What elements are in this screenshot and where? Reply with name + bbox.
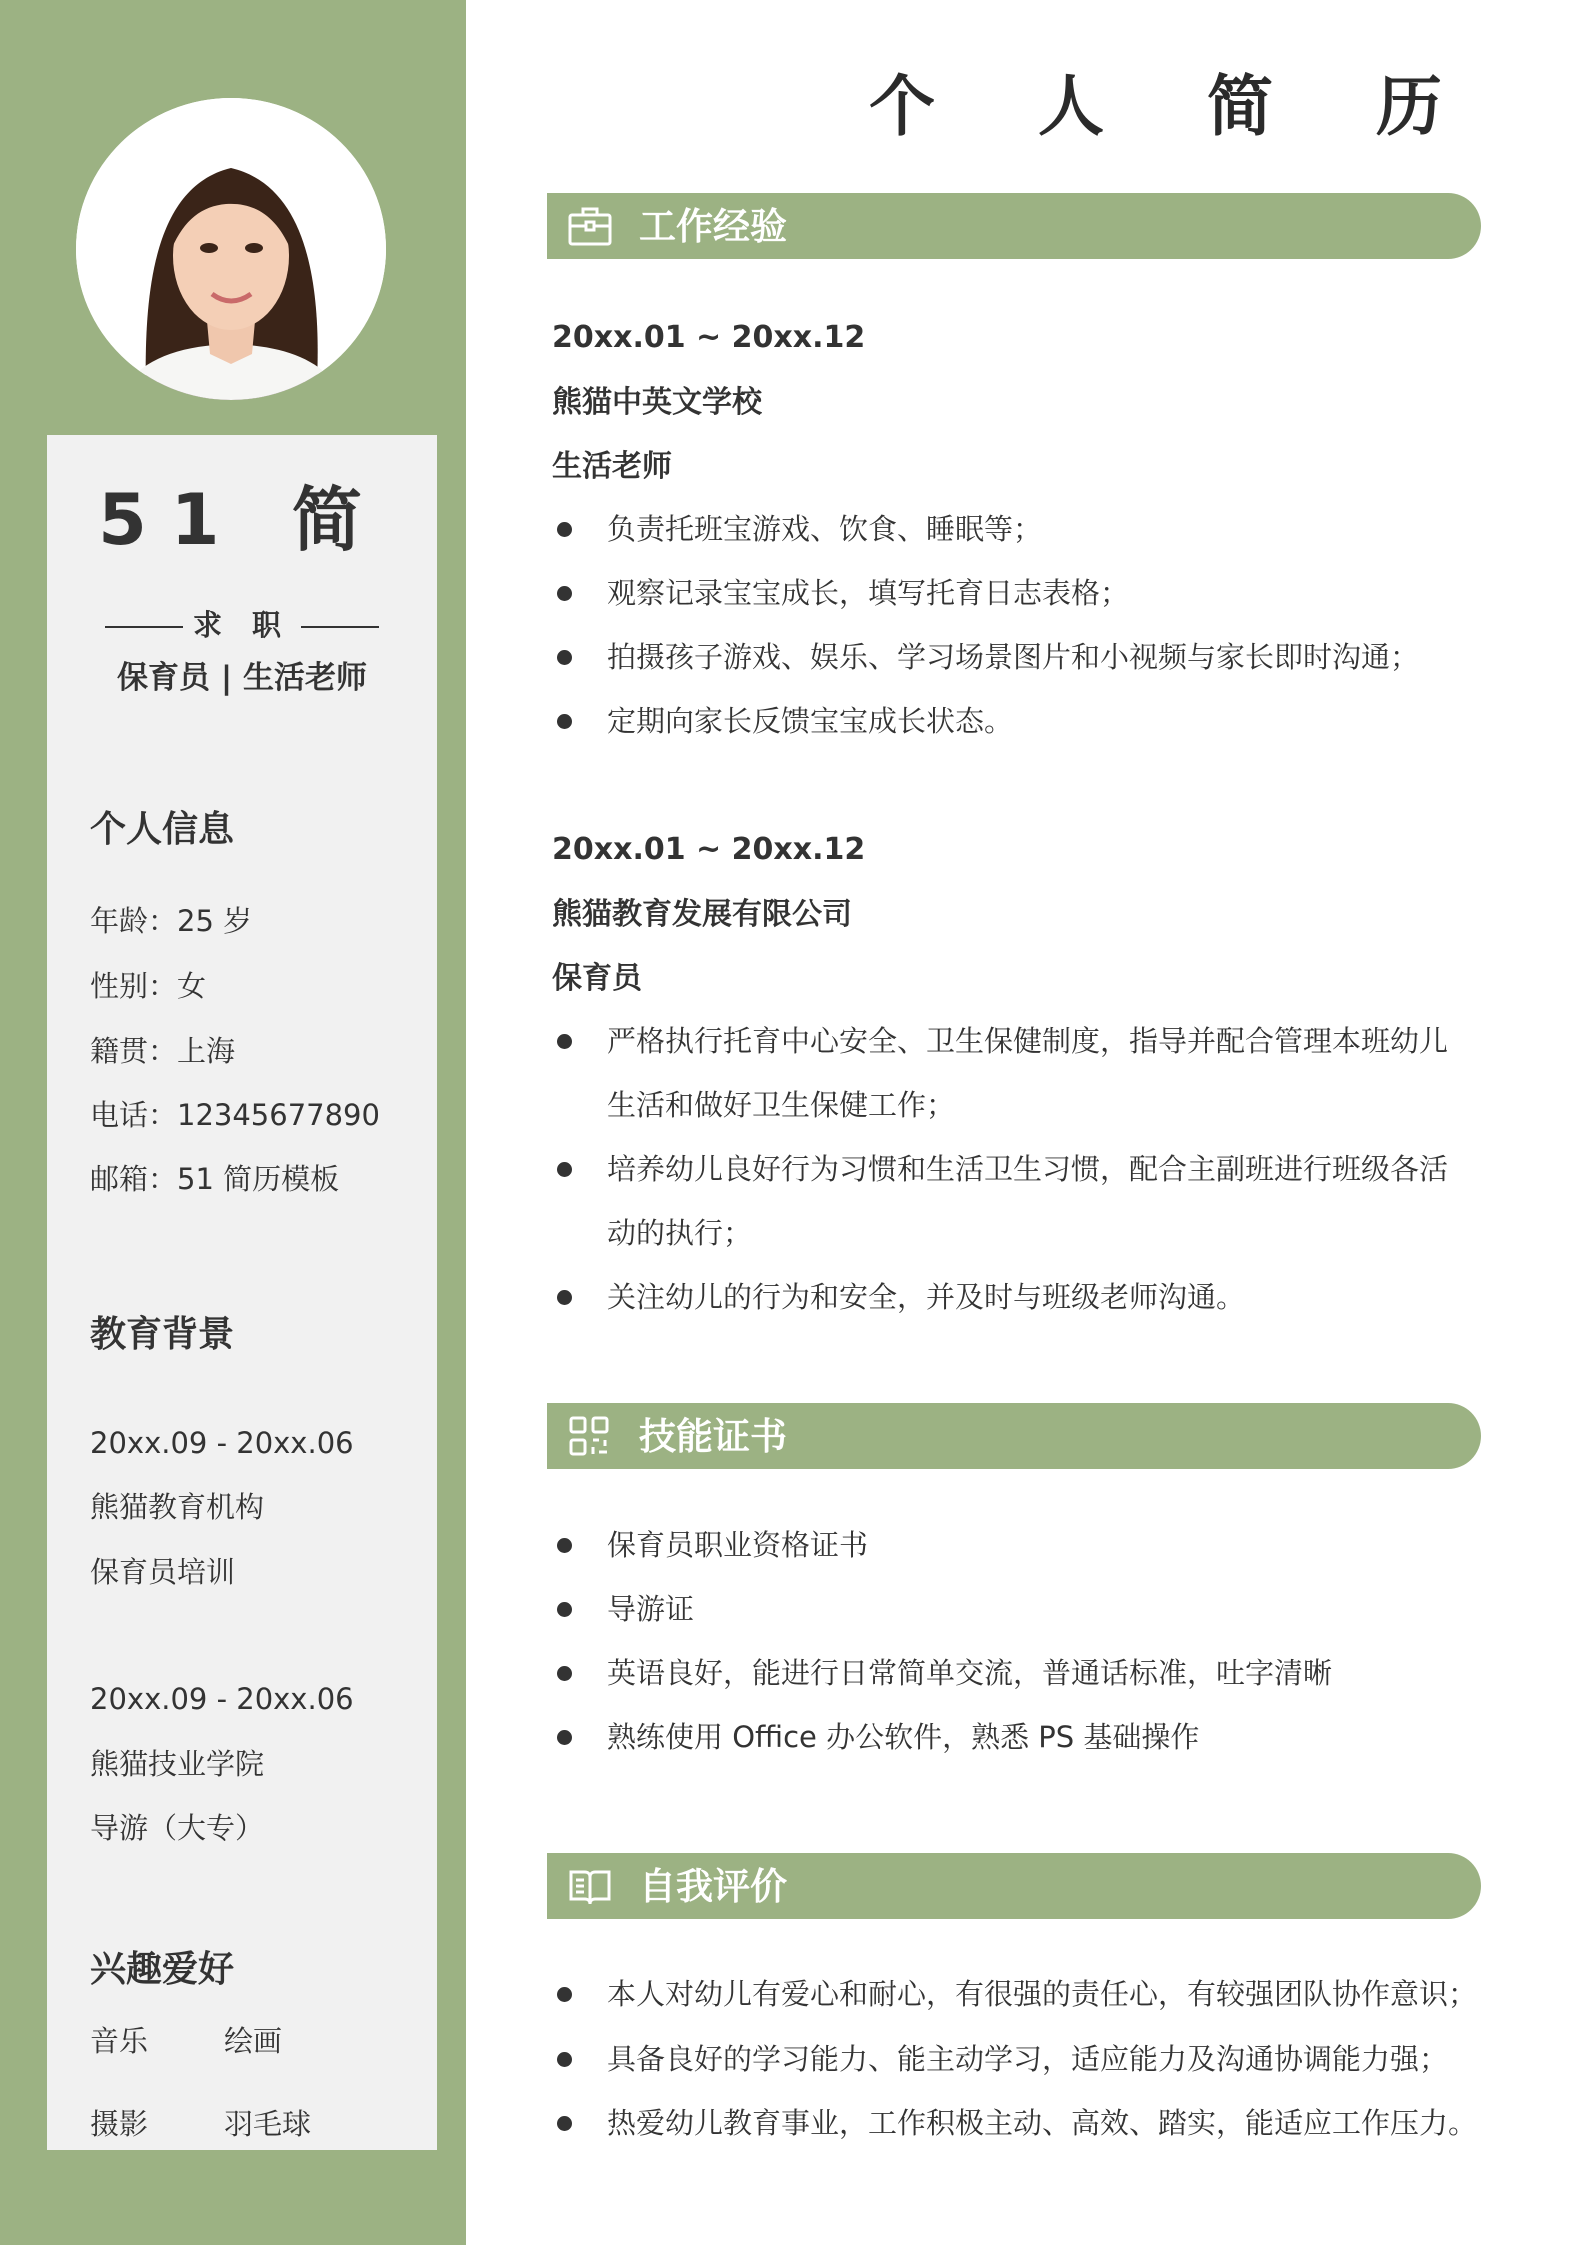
skill-item: 保育员职业资格证书 bbox=[607, 1528, 869, 1562]
bullet bbox=[557, 522, 572, 537]
skill-item: 导游证 bbox=[607, 1592, 695, 1626]
section-title: 自我评价 bbox=[639, 1865, 787, 1908]
hobby-item: 羽毛球 bbox=[224, 2107, 312, 2141]
hobbies-title: 兴趣爱好 bbox=[90, 1949, 235, 1990]
duty-item: 拍摄孩子游戏、娱乐、学习场景图片和小视频与家长即时沟通； bbox=[607, 640, 1420, 674]
bullet bbox=[557, 1162, 572, 1177]
skill-item: 熟练使用 Office 办公软件，熟悉 PS 基础操作 bbox=[607, 1720, 1200, 1754]
info-gender: 性别：女 bbox=[90, 969, 207, 1003]
job-title: 保育员 | 生活老师 bbox=[117, 660, 367, 696]
work-company: 熊猫教育发展有限公司 bbox=[552, 897, 852, 932]
bullet bbox=[557, 1987, 572, 2002]
duty-item: 培养幼儿良好行为习惯和生活卫生习惯，配合主副班进行班级各活 bbox=[607, 1152, 1449, 1186]
bullet bbox=[557, 2116, 572, 2131]
evaluation-item: 本人对幼儿有爱心和耐心，有很强的责任心，有较强团队协作意识； bbox=[607, 1977, 1478, 2011]
edu-school: 熊猫教育机构 bbox=[90, 1490, 265, 1524]
side-panel bbox=[47, 435, 437, 2150]
briefcase-icon bbox=[567, 204, 613, 248]
edu-major: 保育员培训 bbox=[90, 1555, 236, 1589]
info-phone: 电话：12345677890 bbox=[90, 1098, 380, 1132]
bullet bbox=[557, 2052, 572, 2067]
duty-item: 观察记录宝宝成长，填写托育日志表格； bbox=[607, 576, 1130, 610]
info-age: 年龄：25 岁 bbox=[90, 904, 253, 938]
bullet bbox=[557, 1730, 572, 1745]
bullet bbox=[557, 1666, 572, 1681]
candidate-name: 51 简 bbox=[98, 479, 386, 561]
evaluation-item: 热爱幼儿教育事业，工作积极主动、高效、踏实，能适应工作压力。 bbox=[607, 2106, 1478, 2140]
duty-item: 负责托班宝游戏、饮食、睡眠等； bbox=[607, 512, 1043, 546]
duty-item-continued: 动的执行； bbox=[607, 1216, 753, 1250]
work-role: 保育员 bbox=[552, 961, 642, 996]
hobby-item: 音乐 bbox=[90, 2024, 149, 2058]
section-title: 工作经验 bbox=[639, 205, 787, 248]
skill-item: 英语良好，能进行日常简单交流，普通话标准，吐字清晰 bbox=[607, 1656, 1333, 1690]
evaluation-item: 具备良好的学习能力、能主动学习，适应能力及沟通协调能力强； bbox=[607, 2042, 1449, 2076]
bullet bbox=[557, 650, 572, 665]
section-header-skills bbox=[547, 1403, 1481, 1469]
bullet bbox=[557, 714, 572, 729]
section-header-work bbox=[547, 193, 1481, 259]
bullet bbox=[557, 586, 572, 601]
edu-period: 20xx.09 - 20xx.06 bbox=[90, 1682, 354, 1716]
divider bbox=[301, 626, 379, 628]
education-title: 教育背景 bbox=[90, 1314, 235, 1355]
edu-major: 导游（大专） bbox=[90, 1811, 265, 1845]
bullet bbox=[557, 1538, 572, 1553]
section-title: 技能证书 bbox=[639, 1415, 787, 1458]
job-heading bbox=[47, 608, 437, 642]
divider bbox=[105, 626, 183, 628]
edu-period: 20xx.09 - 20xx.06 bbox=[90, 1426, 354, 1460]
hobby-item: 绘画 bbox=[224, 2024, 283, 2058]
avatar bbox=[76, 98, 386, 400]
bullet bbox=[557, 1290, 572, 1305]
hobby-item: 摄影 bbox=[90, 2107, 149, 2141]
work-period: 20xx.01 ~ 20xx.12 bbox=[552, 832, 866, 867]
bullet bbox=[557, 1602, 572, 1617]
info-hometown: 籍贯：上海 bbox=[90, 1034, 236, 1068]
job-heading-label: 求 职 bbox=[192, 608, 292, 642]
info-email: 邮箱：51 简历模板 bbox=[90, 1162, 340, 1196]
work-period: 20xx.01 ~ 20xx.12 bbox=[552, 320, 866, 355]
work-role: 生活老师 bbox=[552, 449, 672, 484]
bullet bbox=[557, 1034, 572, 1049]
duty-item: 关注幼儿的行为和安全，并及时与班级老师沟通。 bbox=[607, 1280, 1246, 1314]
duty-item: 严格执行托育中心安全、卫生保健制度，指导并配合管理本班幼儿 bbox=[607, 1024, 1449, 1058]
book-icon bbox=[567, 1864, 613, 1908]
edu-school: 熊猫技业学院 bbox=[90, 1747, 265, 1781]
personal-info-title: 个人信息 bbox=[90, 809, 235, 850]
page-title: 个 人 简 历 bbox=[869, 68, 1482, 145]
section-header-self-evaluation bbox=[547, 1853, 1481, 1919]
duty-item-continued: 生活和做好卫生保健工作； bbox=[607, 1088, 956, 1122]
duty-item: 定期向家长反馈宝宝成长状态。 bbox=[607, 704, 1014, 738]
qr-code-icon bbox=[567, 1414, 613, 1458]
work-company: 熊猫中英文学校 bbox=[552, 385, 762, 420]
